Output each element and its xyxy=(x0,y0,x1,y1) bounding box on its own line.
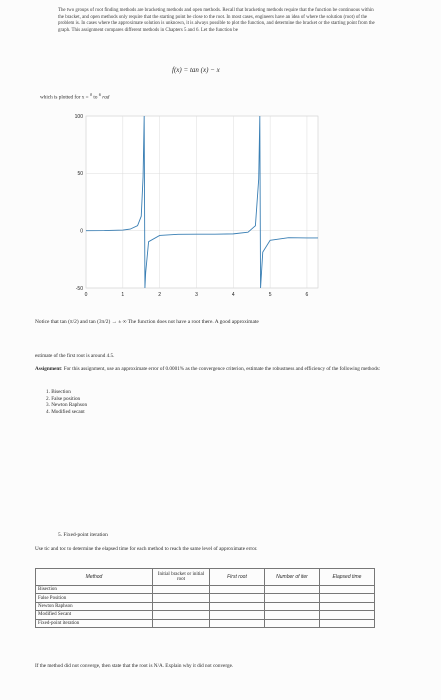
cell-iter[interactable] xyxy=(265,602,320,610)
cell-root[interactable] xyxy=(210,586,265,594)
fixed-point-item: 5. Fixed-point iteration xyxy=(58,532,108,538)
tan-1: tan xyxy=(60,319,67,325)
y-tick-label: -50 xyxy=(75,285,83,292)
row-method: Bisection xyxy=(36,586,153,594)
table-row xyxy=(36,602,375,610)
cell-time[interactable] xyxy=(320,611,375,619)
assignment-label: Assignment xyxy=(35,366,61,372)
cell-iter[interactable] xyxy=(265,586,320,594)
cell-time[interactable] xyxy=(320,594,375,602)
header-method: Method xyxy=(36,569,153,586)
function-plot xyxy=(70,112,330,302)
plotted-range xyxy=(40,92,109,101)
x-tick-label: 2 xyxy=(158,292,162,298)
header-initial: Initial bracket or initial root xyxy=(153,569,210,586)
cell-initial[interactable] xyxy=(153,611,210,619)
table-row xyxy=(36,586,375,594)
x-tick-label: 4 xyxy=(231,292,235,298)
row-method: Fixed-point iteration xyxy=(36,619,153,627)
table-row xyxy=(36,619,375,627)
x-tick-label: 0 xyxy=(84,292,88,298)
table-header-row xyxy=(36,569,375,586)
cell-root[interactable] xyxy=(210,619,265,627)
cell-time[interactable] xyxy=(320,602,375,610)
footer-note: If the method did not converge, then state that the root is N/A. Explain why it did not converge. xyxy=(35,663,234,669)
cell-root[interactable] xyxy=(210,594,265,602)
notice-prefix: Notice that xyxy=(35,319,61,325)
row-method: False Position xyxy=(36,594,153,602)
methods-list xyxy=(46,389,87,415)
plotted-unit: rad xyxy=(100,94,110,101)
notice-arrow: → ± ∞ xyxy=(110,319,127,325)
row-method: Newton Raphson xyxy=(36,602,153,610)
y-tick-label: 0 xyxy=(80,228,83,235)
cell-initial[interactable] xyxy=(153,594,210,602)
table-row xyxy=(36,594,375,602)
cell-initial[interactable] xyxy=(153,586,210,594)
method-item: 4. Modified secant xyxy=(46,408,85,415)
cell-time[interactable] xyxy=(320,586,375,594)
method-item: 1. Bisection xyxy=(46,389,71,395)
cell-initial[interactable] xyxy=(153,619,210,627)
x-tick-label: 5 xyxy=(268,292,272,298)
plot-area xyxy=(86,116,318,288)
cell-root[interactable] xyxy=(210,602,265,610)
plotted-prefix: which is plotted for x = xyxy=(40,94,90,101)
tic-toc-instruction: Use tic and toc to determine the elapsed time for each method to reach the same level of approximate error. xyxy=(35,546,258,552)
plotted-to: to xyxy=(92,94,99,101)
cell-initial[interactable] xyxy=(153,602,210,610)
cell-iter[interactable] xyxy=(265,594,320,602)
frac-pi-2: (π/2) xyxy=(68,319,79,325)
y-tick-label: 100 xyxy=(74,113,83,120)
assignment-paragraph xyxy=(35,366,395,373)
table-row xyxy=(36,611,375,619)
cell-iter[interactable] xyxy=(265,611,320,619)
method-item: 3. Newton Raphson xyxy=(46,402,88,409)
results-table xyxy=(35,568,375,628)
cell-root[interactable] xyxy=(210,611,265,619)
root-estimate: estimate of the first root is around 4.5. xyxy=(35,353,115,359)
notice-suffix: The function does not have a root there. A good approximate xyxy=(126,319,259,325)
notice-line xyxy=(35,318,395,326)
plotted-end: 6 xyxy=(98,92,101,97)
x-tick-label: 6 xyxy=(305,292,309,298)
x-tick-label: 1 xyxy=(121,292,125,298)
cell-time[interactable] xyxy=(320,619,375,627)
x-tick-labels xyxy=(85,292,309,298)
notice-and: and xyxy=(78,319,90,325)
method-item: 2. False position xyxy=(46,395,81,402)
header-elapsed: Elapsed time xyxy=(320,569,375,586)
function-formula: f(x) = tan (x) − x xyxy=(172,66,220,74)
cell-iter[interactable] xyxy=(265,619,320,627)
y-tick-labels xyxy=(75,114,84,292)
header-iterations: Number of iter xyxy=(265,569,320,586)
tan-2: tan xyxy=(89,319,96,325)
x-tick-label: 3 xyxy=(195,292,198,298)
assignment-text: : For this assignment, use an approximate error of 0.0001% as the convergence criterion, estimate the robustness and efficiency of the following methods: xyxy=(60,366,381,372)
y-tick-label: 50 xyxy=(77,171,83,178)
intro-paragraph: The two groups of root finding methods are bracketing methods and open methods. Recall that bracketing methods require that the function be continuous within the bracket, and open methods only require that the starting point be close to the root. In most cases, engineers have an idea of where the solution (root) of the problem is. In cases where the approximate solution is unknown, it is always possible to plot the function, and determine the bracket or the starting point from the graph. This assignment compares different methods in Chapters 5 and 6. Let the function be xyxy=(58,8,375,33)
row-method: Modified Secant xyxy=(36,611,153,619)
plotted-start: 0 xyxy=(89,92,93,97)
header-first-root: First root xyxy=(210,569,265,586)
frac-3pi-2: (3π/2) xyxy=(97,319,111,325)
